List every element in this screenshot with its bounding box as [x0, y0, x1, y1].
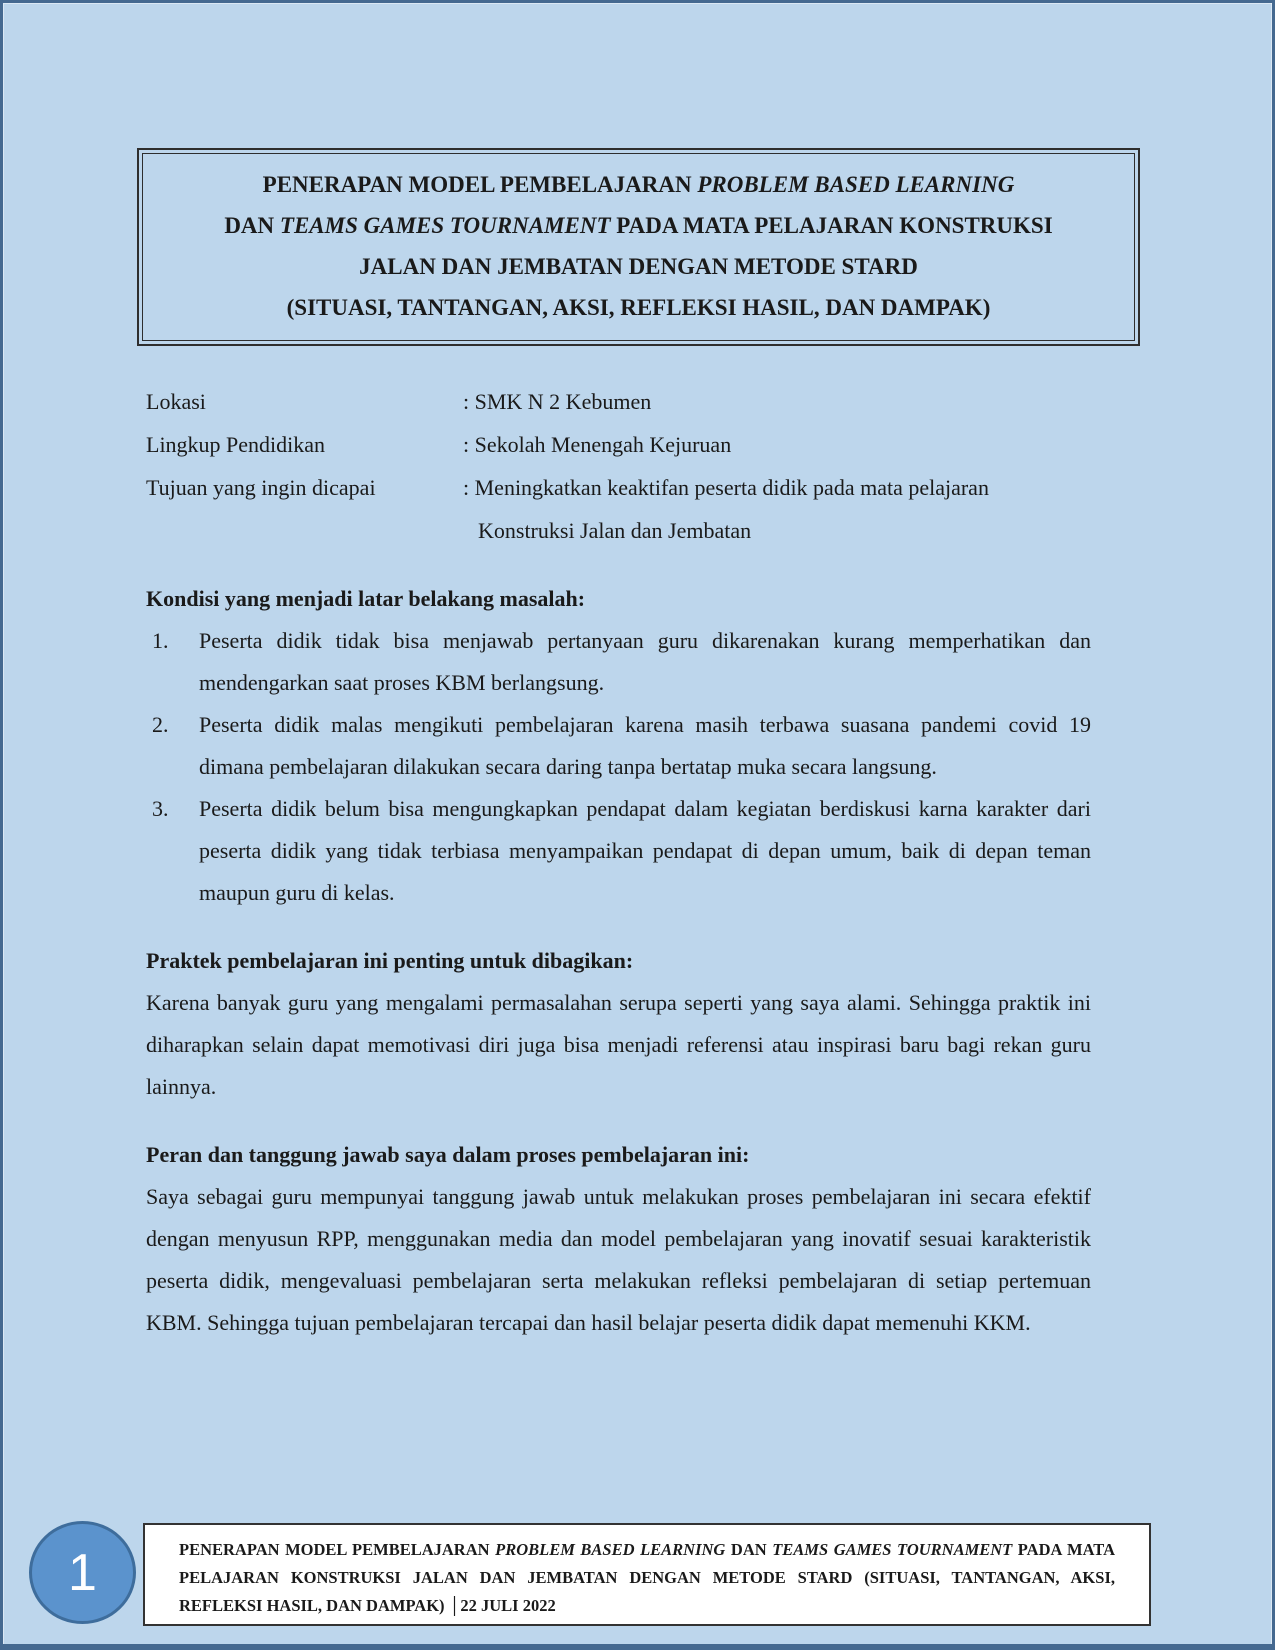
text-run: PADA MATA PELAJARAN KONSTRUKSI	[610, 213, 1053, 238]
page-number-badge	[29, 1521, 136, 1624]
text-run: PENERAPAN MODEL PEMBELAJARAN	[262, 172, 698, 197]
title-line	[161, 287, 1116, 328]
section-heading: Praktek pembelajaran ini penting untuk dibagikan:	[146, 948, 634, 973]
list-number: 1.	[152, 628, 169, 653]
list-item	[146, 704, 1091, 788]
title-box-inner	[142, 153, 1135, 341]
list-item	[146, 788, 1091, 914]
section-heading: Kondisi yang menjadi latar belakang masalah:	[146, 586, 586, 611]
metadata-value: : Meningkatkan keaktifan peserta didik pada mata pelajaran	[463, 475, 989, 500]
metadata-row-lokasi	[146, 380, 1094, 423]
section-paragraph: Saya sebagai guru mempunyai tanggung jawab untuk melakukan proses pembelajaran ini secara efektif dengan menyusun RPP, menggunakan media dan model pembelajaran yang inovatif sesuai karakteristik peserta didik, mengevaluasi pembelajaran serta melakukan refleksi pembelajaran di setiap pertemuan KBM. Sehingga tujuan pembelajaran tercapai dan hasil belajar peserta didik dapat memenuhi KKM.	[146, 1184, 1091, 1335]
list-number: 2.	[152, 712, 169, 737]
metadata-row-lingkup	[146, 423, 1094, 466]
text-run: PROBLEM BASED LEARNING	[697, 172, 1015, 197]
text-run: JALAN DAN JEMBATAN DENGAN METODE STARD	[359, 254, 918, 279]
metadata-value: : SMK N 2 Kebumen	[463, 389, 652, 414]
metadata-label: Lingkup Pendidikan	[146, 432, 326, 457]
title-line	[161, 164, 1116, 205]
text-run: 22 JULI 2022	[460, 1596, 556, 1615]
text-run: PENERAPAN MODEL PEMBELAJARAN	[179, 1540, 496, 1559]
list-item-text: Peserta didik tidak bisa menjawab pertanyaan guru dikarenakan kurang memperhatikan dan mendengarkan saat proses KBM berlangsung.	[199, 628, 1091, 695]
text-run: DAN	[725, 1540, 773, 1559]
title-line	[161, 246, 1116, 287]
footer-box	[143, 1523, 1151, 1626]
metadata-label: Tujuan yang ingin dicapai	[146, 475, 376, 500]
text-run: │	[448, 1596, 461, 1615]
metadata-value-line2: Konstruksi Jalan dan Jembatan	[478, 518, 752, 543]
list-item-text: Peserta didik malas mengikuti pembelajaran karena masih terbawa suasana pandemi covid 19 dimana pembelajaran dilakukan secara daring tanpa bertatap muka secara langsung.	[199, 712, 1091, 779]
metadata-label: Lokasi	[146, 389, 206, 414]
list-item-text: Peserta didik belum bisa mengungkapkan pendapat dalam kegiatan berdiskusi karna karakter dari peserta didik yang tidak terbiasa menyampaikan pendapat di depan umum, baik di depan teman maupun guru di kelas.	[199, 796, 1091, 905]
text-run: TEAMS GAMES TOURNAMENT	[279, 213, 611, 238]
text-run: TEAMS GAMES TOURNAMENT	[772, 1540, 1013, 1559]
page-number: 1	[68, 1543, 97, 1602]
section-paragraph: Karena banyak guru yang mengalami permasalahan serupa seperti yang saya alami. Sehingga praktik ini diharapkan selain dapat memotivasi diri juga bisa menjadi referensi atau inspirasi baru bagi rekan guru lainnya.	[146, 990, 1091, 1099]
text-run: PADA MATA PELAJARAN KONSTRUKSI JALAN DAN JEMBATAN DENGAN METODE STARD (SITUASI, TANTANGAN, AKSI, REFLEKSI HASIL, DAN DAMPAK)	[179, 1540, 1116, 1615]
metadata-value: : Sekolah Menengah Kejuruan	[463, 432, 732, 457]
title-box	[137, 148, 1140, 346]
title-line	[161, 205, 1116, 246]
section-heading: Peran dan tanggung jawab saya dalam proses pembelajaran ini:	[146, 1142, 750, 1167]
text-run: DAN	[224, 213, 280, 238]
metadata-row-tujuan	[146, 466, 1094, 509]
text-run: (SITUASI, TANTANGAN, AKSI, REFLEKSI HASIL, DAN DAMPAK)	[286, 295, 991, 320]
section-peran	[146, 1134, 1091, 1344]
list-item	[146, 620, 1091, 704]
list-number: 3.	[152, 796, 169, 821]
metadata-section	[146, 380, 1094, 552]
text-run: PROBLEM BASED LEARNING	[495, 1540, 726, 1559]
section-praktek	[146, 940, 1091, 1108]
section-kondisi	[146, 578, 1091, 914]
